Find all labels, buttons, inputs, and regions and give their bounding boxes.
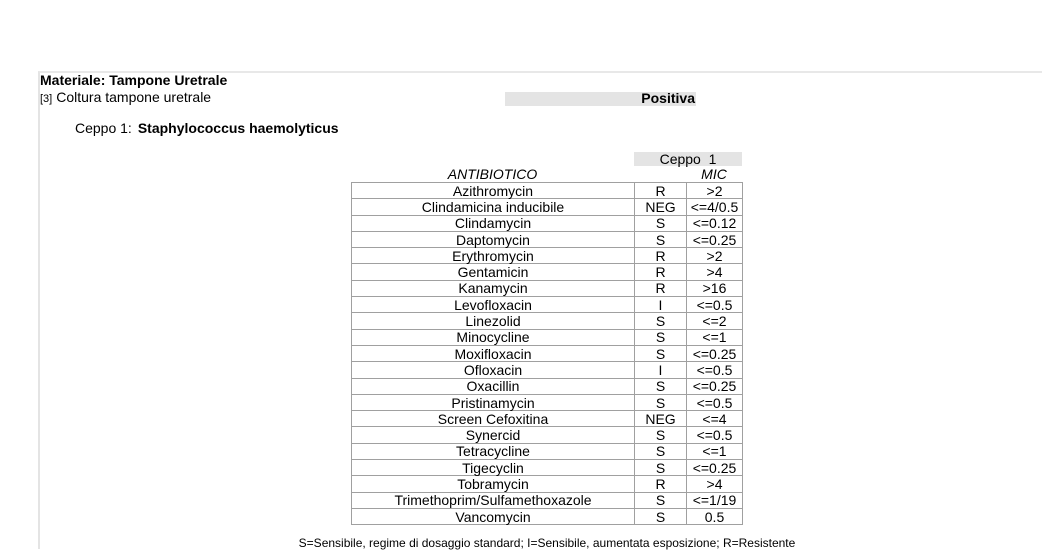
table-row [352,492,743,508]
table-row [352,215,743,231]
table-row [352,427,743,443]
table-row [352,264,743,280]
table-row [352,231,743,247]
antibiotic-name: Ofloxacin [352,362,635,378]
table-row [352,443,743,459]
sir-result: R [635,183,687,199]
antibiotic-name: Oxacillin [352,378,635,394]
mic-value: <=4/0.5 [687,199,743,215]
mic-value: >16 [687,280,743,296]
sir-result: S [635,460,687,476]
exam-result: Positiva [641,90,695,106]
antibiotic-name: Gentamicin [352,264,635,280]
sir-result: NEG [635,411,687,427]
antibiotic-name: Azithromycin [352,183,635,199]
antibiotic-name: Erythromycin [352,248,635,264]
sir-result: R [635,280,687,296]
mic-value: >4 [687,476,743,492]
sir-result: S [635,427,687,443]
antibiotic-name: Tetracycline [352,443,635,459]
table-row [352,362,743,378]
mic-column-header: MIC [701,166,727,182]
mic-value: <=1 [687,329,743,345]
exam-code: [3] [40,93,53,105]
mic-value: <=0.5 [687,297,743,313]
sir-result: S [635,231,687,247]
exam-line [40,89,211,105]
mic-value: <=0.25 [687,345,743,361]
exam-name: Coltura tampone uretrale [56,89,212,105]
table-row [352,329,743,345]
antibiotic-column-header: ANTIBIOTICO [447,166,538,182]
antibiotic-name: Screen Cefoxitina [352,411,635,427]
table-row [352,476,743,492]
table-row [352,508,743,524]
sir-result: R [635,248,687,264]
mic-value: >4 [687,264,743,280]
mic-value: <=0.12 [687,215,743,231]
sir-result: S [635,378,687,394]
mic-value: <=0.25 [687,378,743,394]
antibiotic-name: Linezolid [352,313,635,329]
mic-value: <=2 [687,313,743,329]
antibiotic-name: Moxifloxacin [352,345,635,361]
table-row [352,411,743,427]
table-row [352,460,743,476]
table-row [352,394,743,410]
antibiotic-name: Synercid [352,427,635,443]
mic-value: >2 [687,183,743,199]
antibiotic-name: Clindamicina inducibile [352,199,635,215]
table-row [352,183,743,199]
mic-value: <=4 [687,411,743,427]
sir-result: S [635,215,687,231]
sir-result: S [635,508,687,524]
sir-result: S [635,313,687,329]
table-row [352,313,743,329]
mic-value: <=0.25 [687,231,743,247]
material-title: Materiale: Tampone Uretrale [40,72,228,88]
antibiotic-name: Clindamycin [352,215,635,231]
table-row [352,297,743,313]
sir-legend: S=Sensibile, regime di dosaggio standard; I=Sensibile, aumentata esposizione; R=Resistente [298,536,796,550]
sir-result: R [635,264,687,280]
antibiotic-name: Pristinamycin [352,394,635,410]
mic-value: <=1 [687,443,743,459]
mic-value: <=0.5 [687,394,743,410]
strain-line [75,120,339,136]
table-row [352,248,743,264]
antibiotic-name: Trimethoprim/Sulfamethoxazole [352,492,635,508]
strain-column-header: Ceppo 1 [634,152,742,166]
table-row [352,378,743,394]
sir-result: I [635,297,687,313]
table-row [352,199,743,215]
table-row [352,345,743,361]
antibiotic-name: Tobramycin [352,476,635,492]
mic-value: 0.5 [687,508,743,524]
antibiotic-name: Kanamycin [352,280,635,296]
antibiotic-name: Tigecyclin [352,460,635,476]
sir-result: NEG [635,199,687,215]
sir-result: I [635,362,687,378]
mic-value: <=0.25 [687,460,743,476]
sir-result: S [635,394,687,410]
sir-result: R [635,476,687,492]
sir-result: S [635,492,687,508]
strain-label: Ceppo 1: [75,120,132,136]
mic-value: <=1/19 [687,492,743,508]
sir-result: S [635,443,687,459]
mic-value: <=0.5 [687,362,743,378]
strain-name: Staphylococcus haemolyticus [137,120,339,136]
antibiogram-table [351,182,743,525]
antibiotic-name: Levofloxacin [352,297,635,313]
mic-value: <=0.5 [687,427,743,443]
table-row [352,280,743,296]
sir-result: S [635,329,687,345]
sir-result: S [635,345,687,361]
antibiotic-name: Vancomycin [352,508,635,524]
antibiotic-name: Daptomycin [352,231,635,247]
antibiotic-name: Minocycline [352,329,635,345]
mic-value: >2 [687,248,743,264]
